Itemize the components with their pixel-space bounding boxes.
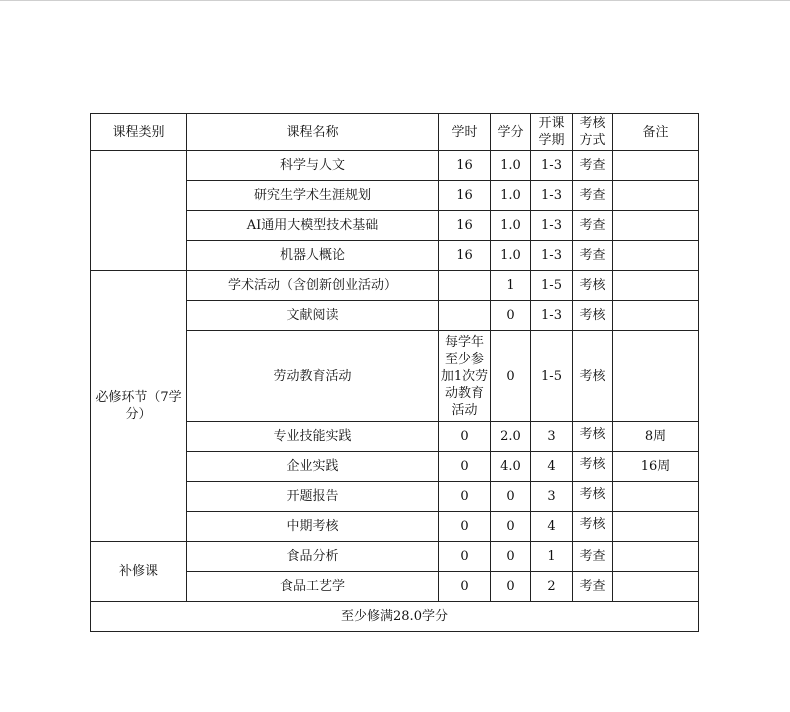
assessment-cell: 考查 bbox=[573, 211, 613, 241]
semester-cell: 3 bbox=[531, 422, 573, 452]
course-name-cell: 开题报告 bbox=[187, 482, 439, 512]
assessment-cell: 考查 bbox=[573, 241, 613, 271]
header-course-name: 课程名称 bbox=[187, 114, 439, 151]
course-table bbox=[90, 113, 699, 632]
semester-cell: 1-3 bbox=[531, 301, 573, 331]
course-name-cell: 研究生学术生涯规划 bbox=[187, 181, 439, 211]
remarks-cell: 8周 bbox=[613, 422, 699, 452]
remarks-cell bbox=[613, 512, 699, 542]
course-name-cell: 科学与人文 bbox=[187, 151, 439, 181]
credits-cell: 4.0 bbox=[491, 452, 531, 482]
credits-cell: 0 bbox=[491, 512, 531, 542]
header-remarks: 备注 bbox=[613, 114, 699, 151]
hours-cell: 16 bbox=[439, 241, 491, 271]
course-name-cell: 劳动教育活动 bbox=[187, 331, 439, 422]
hours-cell: 0 bbox=[439, 452, 491, 482]
semester-cell: 4 bbox=[531, 512, 573, 542]
semester-cell: 3 bbox=[531, 482, 573, 512]
table-row bbox=[91, 151, 699, 181]
remarks-cell bbox=[613, 542, 699, 572]
header-semester: 开课 学期 bbox=[531, 114, 573, 151]
assessment-cell: 考查 bbox=[573, 181, 613, 211]
course-name-cell: 文献阅读 bbox=[187, 301, 439, 331]
credits-cell: 0 bbox=[491, 331, 531, 422]
semester-cell: 4 bbox=[531, 452, 573, 482]
semester-cell: 1-3 bbox=[531, 151, 573, 181]
header-hours: 学时 bbox=[439, 114, 491, 151]
page-top-border bbox=[0, 0, 790, 1]
hours-cell: 每学年至少参加1次劳动教育活动 bbox=[439, 331, 491, 422]
assessment-cell: 考核 bbox=[573, 512, 613, 542]
course-name-cell: 中期考核 bbox=[187, 512, 439, 542]
remarks-cell bbox=[613, 271, 699, 301]
hours-cell: 0 bbox=[439, 482, 491, 512]
credits-cell: 1.0 bbox=[491, 151, 531, 181]
remarks-cell bbox=[613, 572, 699, 602]
credits-cell: 1.0 bbox=[491, 181, 531, 211]
assessment-cell: 考查 bbox=[573, 542, 613, 572]
remarks-cell bbox=[613, 151, 699, 181]
remarks-cell bbox=[613, 301, 699, 331]
course-name-cell: 企业实践 bbox=[187, 452, 439, 482]
assessment-cell: 考核 bbox=[573, 301, 613, 331]
course-name-cell: 专业技能实践 bbox=[187, 422, 439, 452]
credits-cell: 2.0 bbox=[491, 422, 531, 452]
hours-cell bbox=[439, 271, 491, 301]
assessment-cell: 考查 bbox=[573, 151, 613, 181]
course-name-cell: 学术活动（含创新创业活动） bbox=[187, 271, 439, 301]
remarks-cell: 16周 bbox=[613, 452, 699, 482]
assessment-cell: 考核 bbox=[573, 452, 613, 482]
hours-cell: 16 bbox=[439, 181, 491, 211]
header-credits: 学分 bbox=[491, 114, 531, 151]
assessment-cell: 考核 bbox=[573, 271, 613, 301]
category-cell bbox=[91, 151, 187, 271]
hours-cell: 0 bbox=[439, 512, 491, 542]
hours-cell: 16 bbox=[439, 151, 491, 181]
category-cell: 补修课 bbox=[91, 542, 187, 602]
remarks-cell bbox=[613, 331, 699, 422]
credits-cell: 1.0 bbox=[491, 241, 531, 271]
course-name-cell: 食品分析 bbox=[187, 542, 439, 572]
hours-cell: 16 bbox=[439, 211, 491, 241]
assessment-cell: 考查 bbox=[573, 572, 613, 602]
total-credits-note: 至少修满28.0学分 bbox=[91, 602, 699, 632]
assessment-cell: 考核 bbox=[573, 482, 613, 512]
header-category: 课程类别 bbox=[91, 114, 187, 151]
semester-cell: 1 bbox=[531, 542, 573, 572]
hours-cell: 0 bbox=[439, 572, 491, 602]
footer-row bbox=[91, 602, 699, 632]
semester-cell: 1-5 bbox=[531, 271, 573, 301]
course-name-cell: 机器人概论 bbox=[187, 241, 439, 271]
remarks-cell bbox=[613, 241, 699, 271]
semester-cell: 1-3 bbox=[531, 241, 573, 271]
remarks-cell bbox=[613, 482, 699, 512]
semester-cell: 1-5 bbox=[531, 331, 573, 422]
course-name-cell: AI通用大模型技术基础 bbox=[187, 211, 439, 241]
credits-cell: 0 bbox=[491, 572, 531, 602]
category-cell: 必修环节（7学分） bbox=[91, 271, 187, 542]
credits-cell: 1 bbox=[491, 271, 531, 301]
semester-cell: 2 bbox=[531, 572, 573, 602]
hours-cell: 0 bbox=[439, 542, 491, 572]
semester-cell: 1-3 bbox=[531, 181, 573, 211]
credits-cell: 0 bbox=[491, 542, 531, 572]
credits-cell: 0 bbox=[491, 301, 531, 331]
credits-cell: 0 bbox=[491, 482, 531, 512]
credits-cell: 1.0 bbox=[491, 211, 531, 241]
table-row bbox=[91, 271, 699, 301]
hours-cell bbox=[439, 301, 491, 331]
header-assessment: 考核 方式 bbox=[573, 114, 613, 151]
remarks-cell bbox=[613, 211, 699, 241]
assessment-cell: 考核 bbox=[573, 422, 613, 452]
hours-cell: 0 bbox=[439, 422, 491, 452]
course-name-cell: 食品工艺学 bbox=[187, 572, 439, 602]
remarks-cell bbox=[613, 181, 699, 211]
semester-cell: 1-3 bbox=[531, 211, 573, 241]
assessment-cell: 考核 bbox=[573, 331, 613, 422]
table-row bbox=[91, 542, 699, 572]
header-row bbox=[91, 114, 699, 151]
